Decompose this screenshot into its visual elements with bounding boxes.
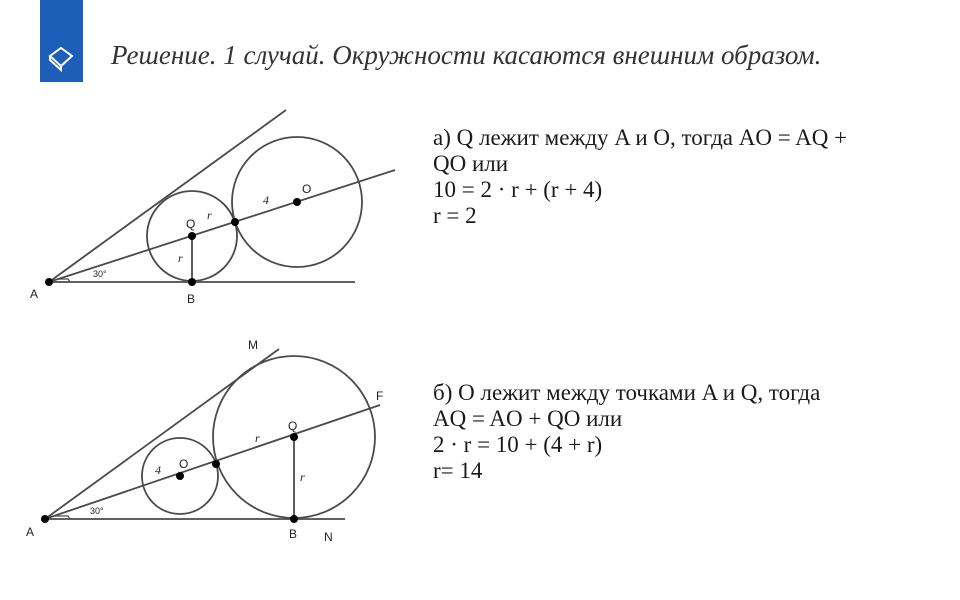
solution-b-line-1: б) O лежит между точками A и Q, тогда	[433, 380, 821, 405]
figure-a-point-b	[188, 278, 196, 286]
figure-a-label-o: O	[302, 182, 312, 196]
solution-a-line-3: 10 = 2 · r + (r + 4)	[433, 177, 603, 202]
figure-b-label-r-top: r	[255, 431, 260, 445]
figure-b-label-m: M	[248, 338, 258, 352]
figure-a-label-four: 4	[263, 193, 269, 207]
figure-a-label-r-vertical: r	[178, 251, 183, 265]
figure-b-point-b	[290, 515, 298, 523]
figure-a-label-b: B	[187, 292, 196, 306]
figure-b-tangent-point	[212, 460, 220, 468]
figure-b	[45, 349, 380, 519]
solution-b-line-4: r= 14	[433, 458, 483, 483]
geometry-figures	[0, 0, 430, 600]
figure-a-label-a: A	[30, 287, 39, 301]
solution-b-line-3: 2 · r = 10 + (4 + r)	[433, 432, 603, 457]
figure-a-angle-label: 30°	[93, 269, 107, 279]
figure-a-upper-ray	[49, 110, 286, 282]
figure-a-point-q	[188, 232, 196, 240]
solution-a-line-1: а) Q лежит между A и O, тогда AO = AQ +	[433, 125, 848, 150]
figure-b-label-four: 4	[155, 463, 161, 477]
figure-b-label-o: O	[179, 457, 189, 471]
figure-b-label-f: F	[376, 389, 384, 403]
figure-b-label-r-vertical: r	[300, 470, 305, 484]
figure-a	[49, 110, 395, 282]
figure-b-label-q: Q	[288, 419, 298, 433]
figure-a-point-o	[293, 198, 301, 206]
solution-b-text	[433, 380, 820, 484]
figure-b-center-line	[45, 405, 380, 519]
solution-a-text	[433, 125, 847, 229]
solution-a-line-4: r = 2	[433, 203, 477, 228]
figure-b-label-a: A	[26, 525, 35, 539]
figure-b-label-b: B	[289, 527, 298, 541]
solution-a-line-2: QO или	[433, 151, 509, 176]
figure-a-label-r-top: r	[207, 208, 212, 222]
figure-a-tangent-point	[231, 218, 239, 226]
figure-b-point-a	[41, 515, 49, 523]
figure-b-point-q	[290, 433, 298, 441]
figure-a-label-q: Q	[186, 217, 196, 231]
figure-b-point-o	[176, 472, 184, 480]
page-title: Решение. 1 случай. Окружности касаются внешним образом.	[111, 40, 822, 70]
solution-b-line-2: AQ = AO + QO или	[433, 406, 623, 431]
figure-b-label-n: N	[324, 530, 333, 544]
figure-b-angle-label: 30°	[90, 506, 104, 516]
figure-a-center-line	[49, 170, 395, 282]
figure-a-point-a	[45, 278, 53, 286]
